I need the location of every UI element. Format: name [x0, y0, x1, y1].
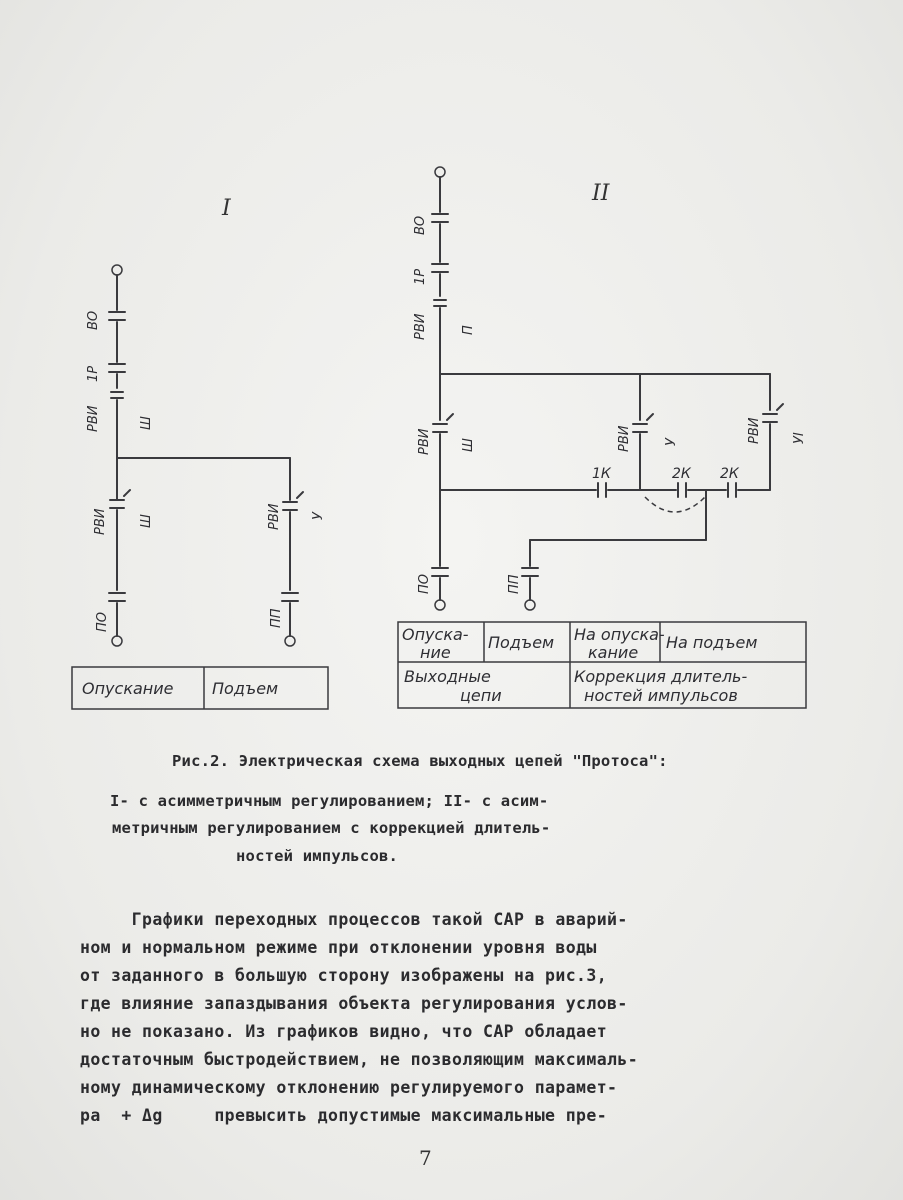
label-rvi-left: РВИ — [93, 508, 108, 535]
label-2k-a: 2К — [672, 466, 691, 482]
paragraph-line-8: ра + Δg превысить допустимые максимальные пре- — [80, 1106, 608, 1125]
label-vo-2: ВО — [413, 215, 428, 235]
table-2-korrekciya: Коррекция длитель- — [574, 667, 748, 686]
terminal-top-2 — [435, 167, 445, 177]
label-2k-b: 2К — [720, 466, 739, 482]
paragraph-line-4: где влияние запаздывания объекта регулирования услов- — [80, 994, 628, 1013]
table-2-kanie: кание — [588, 643, 639, 662]
table-2-na-podem: На подъем — [666, 633, 758, 652]
label-ii: Ш — [139, 416, 154, 430]
label-iii-left-2: Ш — [461, 438, 476, 452]
label-ii-2: П — [461, 325, 476, 335]
label-vo: ВО — [86, 310, 101, 330]
paragraph-line-5: но не показано. Из графиков видно, что САР обладает — [80, 1022, 608, 1041]
paragraph-line-6: достаточным быстродействием, не позволяющим максималь- — [80, 1050, 639, 1069]
label-1r: 1Р — [86, 365, 101, 382]
label-rvi-right-2: РВИ — [747, 417, 762, 444]
figure-caption-line-3: ностей импульсов. — [236, 847, 399, 865]
table-1-cell-podem: Подъем — [212, 679, 279, 698]
label-vi-right: УI — [792, 432, 807, 444]
label-rvi-right: РВИ — [267, 503, 282, 530]
label-rvi-left-2: РВИ — [417, 428, 432, 455]
table-2-podem: Подъем — [488, 633, 555, 652]
table-1-cell-opuskanie: Опускание — [82, 679, 174, 698]
scheme-2 — [398, 167, 807, 708]
label-pp-2: ПП — [507, 574, 522, 594]
table-2-cepi: цепи — [460, 686, 502, 705]
label-rvi: РВИ — [86, 405, 101, 432]
terminal-po-2 — [435, 600, 445, 610]
paragraph-line-2: ном и нормальном режиме при отклонении уровня воды — [80, 938, 597, 957]
table-2-nie: ние — [420, 643, 451, 662]
label-po-2: ПО — [417, 573, 432, 594]
table-2-vyhodnye: Выходные — [404, 667, 491, 686]
table-2-na-opuska: На опуска- — [574, 625, 665, 644]
label-po: ПО — [95, 611, 110, 632]
label-pp: ПП — [269, 608, 284, 628]
paragraph-line-3: от заданного в большую сторону изображены на рис.3, — [80, 966, 608, 985]
terminal-top — [112, 265, 122, 275]
label-1k: 1К — [592, 466, 611, 482]
label-iii-left: Ш — [139, 514, 154, 528]
figure-caption-line-2: метричным регулированием с коррекцией длитель- — [112, 819, 551, 837]
terminal-pp — [285, 636, 295, 646]
scheme-2-roman: II — [592, 181, 610, 206]
paragraph-line-7: ному динамическому отклонению регулируемого парамет- — [80, 1078, 618, 1097]
table-2-dlitelnostei: ностей импульсов — [584, 686, 738, 705]
figure-caption-line-1: I- с асимметричным регулированием; II- с асим- — [110, 792, 549, 810]
table-2-opuska: Опуска- — [402, 625, 469, 644]
label-rvi-2: РВИ — [413, 313, 428, 340]
page-number: 7 — [419, 1146, 432, 1170]
label-rvi-mid: РВИ — [617, 425, 632, 452]
scheme-1-roman: I — [222, 196, 231, 221]
figure-caption-title: Рис.2. Электрическая схема выходных цепей "Протоса": — [172, 752, 668, 770]
terminal-po — [112, 636, 122, 646]
terminal-pp-2 — [525, 600, 535, 610]
paragraph-line-1: Графики переходных процессов такой САР в аварий- — [80, 910, 628, 929]
label-1r-2: 1Р — [413, 268, 428, 285]
label-v-right: У — [311, 512, 326, 520]
scheme-1 — [72, 196, 328, 709]
label-v-mid: У — [664, 438, 679, 446]
